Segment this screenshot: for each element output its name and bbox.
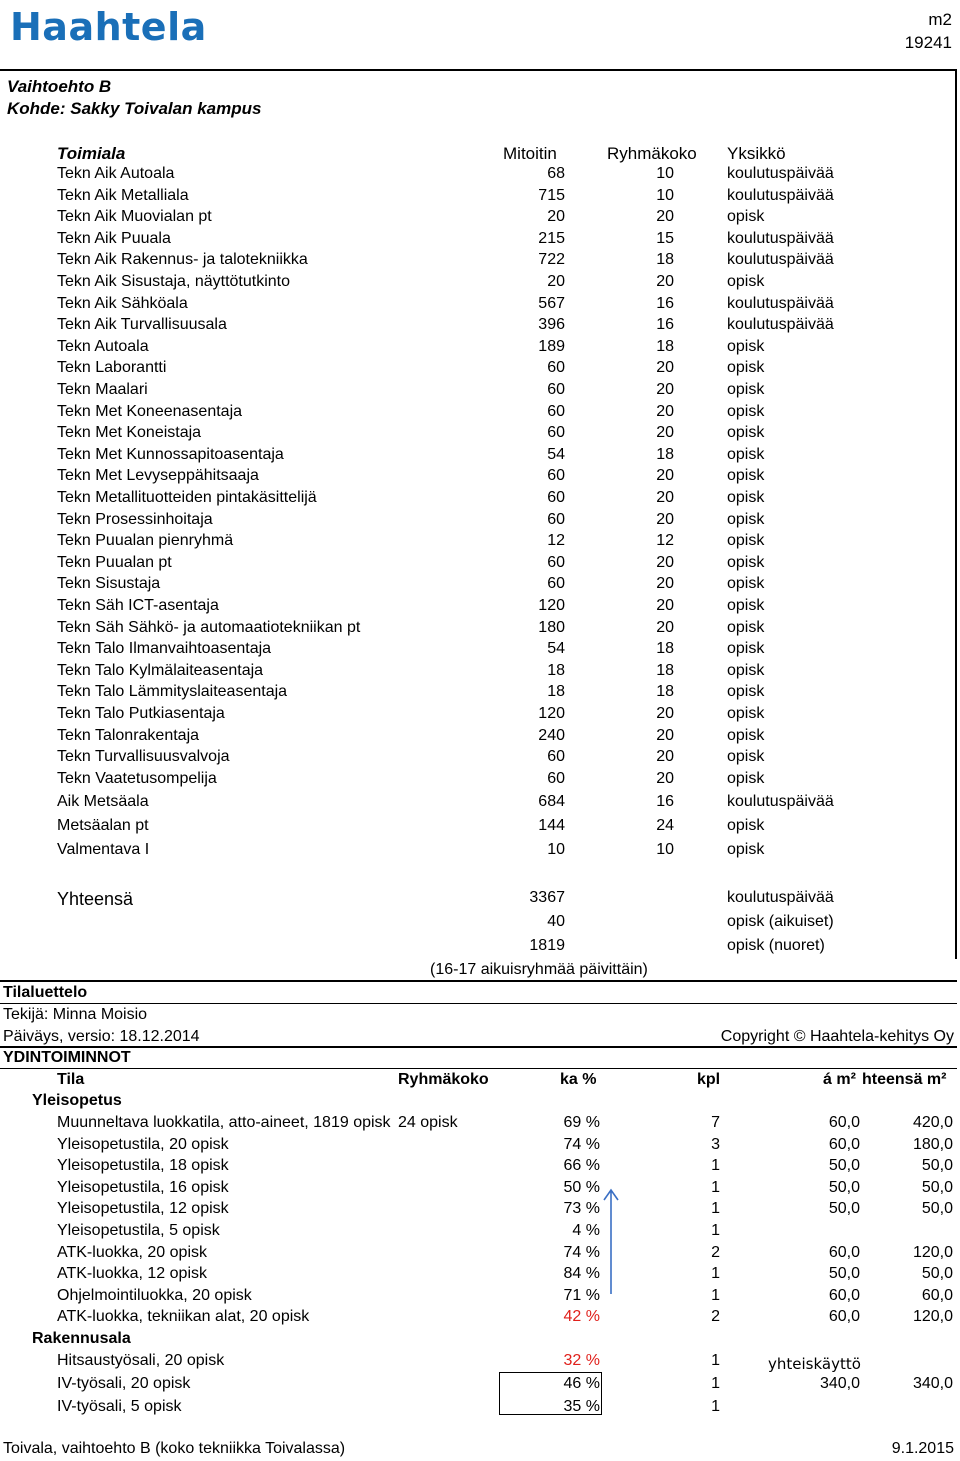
row-toimiala: Aik Metsäala — [57, 793, 149, 810]
row-yksikko: opisk — [727, 683, 765, 701]
row-mitoitin: 180 — [538, 618, 565, 636]
row-toimiala: Tekn Turvallisuusvalvoja — [57, 748, 230, 766]
list-item — [0, 1308, 960, 1329]
space-usage: 32 % — [563, 1352, 600, 1369]
row-toimiala: Tekn Laborantti — [57, 359, 167, 377]
row-ryhmakoko: 15 — [656, 229, 674, 247]
row-mitoitin: 60 — [547, 510, 565, 528]
space-unit-area: 60,0 — [828, 1286, 860, 1304]
list-item — [0, 1222, 960, 1243]
space-total-area: 60,0 — [921, 1286, 953, 1304]
row-mitoitin: 60 — [547, 748, 565, 766]
space-unit-area: 60,0 — [828, 1308, 860, 1326]
totals-row — [57, 937, 857, 958]
row-mitoitin: 60 — [547, 381, 565, 398]
totals-value: 3367 — [529, 889, 565, 906]
space-count: 7 — [711, 1114, 720, 1131]
row-toimiala: Tekn Aik Sähköala — [57, 294, 188, 312]
group-heading — [0, 1092, 960, 1113]
table-row — [57, 251, 857, 272]
row-yksikko: opisk — [727, 553, 765, 571]
row-mitoitin: 240 — [538, 726, 565, 744]
table-row — [57, 640, 857, 661]
space-total-area: 50,0 — [921, 1200, 953, 1218]
table-row — [57, 793, 857, 814]
row-ryhmakoko: 20 — [656, 769, 674, 787]
row-ryhmakoko: 24 — [656, 817, 674, 834]
col-toimiala: Toimiala — [57, 144, 126, 163]
row-ryhmakoko: 16 — [656, 316, 674, 334]
row-ryhmakoko: 20 — [656, 359, 674, 377]
row-toimiala: Tekn Met Koneenasentaja — [57, 402, 243, 420]
totals-value: 1819 — [529, 937, 565, 954]
row-ryhmakoko: 18 — [656, 661, 674, 679]
col-mitoitin: Mitoitin — [503, 144, 557, 163]
row-toimiala: Tekn Met Koneistaja — [57, 424, 202, 442]
divider-title — [0, 1003, 957, 1004]
row-toimiala: Tekn Puualan pienryhmä — [57, 532, 234, 550]
space-total-area: 50,0 — [921, 1178, 953, 1196]
space-name: ATK-luokka, 20 opisk — [57, 1243, 207, 1261]
table-row — [57, 273, 857, 294]
table-row — [57, 403, 857, 424]
space-unit-area: 50,0 — [828, 1178, 860, 1196]
row-yksikko: opisk — [727, 532, 765, 550]
table-row — [57, 511, 857, 532]
row-mitoitin: 18 — [547, 661, 565, 679]
table-row — [57, 683, 857, 704]
site-title: Kohde: Sakky Toivalan kampus — [7, 99, 262, 118]
row-yksikko: koulutuspäivää — [727, 229, 834, 247]
space-count: 1 — [711, 1178, 720, 1196]
row-ryhmakoko: 10 — [656, 841, 674, 858]
table-row — [57, 727, 857, 748]
row-yksikko: opisk — [727, 705, 765, 722]
row-yksikko: opisk — [727, 208, 765, 226]
table-row — [57, 338, 857, 359]
row-mitoitin: 684 — [538, 793, 565, 810]
row-ryhmakoko: 20 — [656, 489, 674, 506]
divider-header — [0, 1068, 957, 1069]
row-toimiala: Tekn Säh Sähkö- ja automaatiotekniikan pt — [57, 618, 361, 636]
author: Tekijä: Minna Moisio — [3, 1006, 148, 1023]
row-yksikko: koulutuspäivää — [727, 294, 834, 312]
space-unit-area: 340,0 — [819, 1374, 860, 1392]
space-count: 1 — [711, 1374, 720, 1392]
space-table-header — [0, 1071, 960, 1092]
row-mitoitin: 60 — [547, 424, 565, 442]
space-total-area: 50,0 — [921, 1265, 953, 1283]
row-ryhmakoko: 20 — [656, 597, 674, 614]
space-unit-area: 50,0 — [828, 1200, 860, 1218]
row-mitoitin: 396 — [538, 316, 565, 334]
row-yksikko: opisk — [727, 467, 765, 485]
list-item — [0, 1157, 960, 1178]
space-count: 3 — [711, 1135, 720, 1153]
row-toimiala: Valmentava I — [57, 841, 150, 858]
table-row — [57, 532, 857, 553]
section-ydintoiminnot: YDINTOIMINNOT — [3, 1049, 131, 1066]
row-toimiala: Tekn Vaatetusompelija — [57, 769, 217, 787]
row-yksikko: koulutuspäivää — [727, 186, 834, 204]
row-mitoitin: 120 — [538, 597, 565, 614]
space-count: 1 — [711, 1200, 720, 1218]
totals-note: (16-17 aikuisryhmää päivittäin) — [430, 961, 648, 978]
row-mitoitin: 20 — [547, 208, 565, 226]
row-mitoitin: 12 — [547, 532, 565, 550]
table-row — [57, 467, 857, 488]
row-toimiala: Tekn Sisustaja — [57, 575, 161, 593]
row-ryhmakoko: 10 — [656, 165, 674, 182]
col-ryhmakoko-2: Ryhmäkoko — [398, 1071, 489, 1088]
space-usage: 73 % — [563, 1200, 600, 1218]
space-total-area: 180,0 — [912, 1135, 953, 1153]
table-row — [57, 705, 857, 726]
col-ryhmakoko: Ryhmäkoko — [607, 144, 697, 163]
row-mitoitin: 567 — [538, 294, 565, 312]
row-yksikko: opisk — [727, 597, 765, 614]
space-unit-area: yhteiskäyttö — [768, 1355, 861, 1373]
totals-row — [57, 889, 857, 910]
row-ryhmakoko: 10 — [656, 186, 674, 204]
space-total-area: 120,0 — [912, 1308, 953, 1326]
row-toimiala: Tekn Talo Ilmanvaihtoasentaja — [57, 640, 272, 658]
totals-row — [57, 913, 857, 934]
row-mitoitin: 144 — [538, 817, 565, 834]
row-toimiala: Tekn Talo Lämmityslaiteasentaja — [57, 683, 288, 701]
row-mitoitin: 60 — [547, 359, 565, 377]
footer-date: 9.1.2015 — [891, 1440, 954, 1457]
table-row — [57, 841, 857, 862]
row-toimiala: Tekn Säh ICT-asentaja — [57, 597, 219, 614]
row-yksikko: opisk — [727, 445, 765, 463]
group-name: Rakennusala — [32, 1330, 131, 1347]
table-row — [57, 748, 857, 769]
space-group-size: 24 opisk — [398, 1114, 458, 1131]
row-yksikko: opisk — [727, 359, 765, 377]
row-yksikko: opisk — [727, 748, 765, 766]
row-yksikko: koulutuspäivää — [727, 316, 834, 334]
row-mitoitin: 18 — [547, 683, 565, 701]
group-heading — [0, 1330, 960, 1351]
dimension-table-header — [57, 144, 857, 165]
row-ryhmakoko: 20 — [656, 705, 674, 722]
row-toimiala: Tekn Maalari — [57, 381, 148, 398]
table-row — [57, 359, 857, 380]
space-name: Yleisopetustila, 16 opisk — [57, 1178, 229, 1196]
row-ryhmakoko: 20 — [656, 381, 674, 398]
row-mitoitin: 189 — [538, 337, 565, 355]
divider-top — [0, 980, 957, 982]
table-row — [57, 424, 857, 445]
space-count: 1 — [711, 1397, 720, 1415]
list-item — [0, 1287, 960, 1308]
space-name: Yleisopetustila, 5 opisk — [57, 1222, 220, 1239]
row-toimiala: Tekn Aik Muovialan pt — [57, 208, 212, 226]
space-usage: 66 % — [563, 1157, 600, 1175]
row-mitoitin: 215 — [538, 229, 565, 247]
space-unit-area: 60,0 — [828, 1114, 860, 1131]
space-total-area: 50,0 — [921, 1157, 953, 1175]
space-name: ATK-luokka, 12 opisk — [57, 1265, 207, 1283]
space-unit-area: 60,0 — [828, 1243, 860, 1261]
space-total-area: 120,0 — [912, 1243, 953, 1261]
row-yksikko: opisk — [727, 817, 765, 834]
row-mitoitin: 20 — [547, 273, 565, 290]
row-mitoitin: 722 — [538, 251, 565, 269]
row-toimiala: Tekn Aik Sisustaja, näyttötutkinto — [57, 273, 291, 290]
space-count: 1 — [711, 1157, 720, 1175]
table-row — [57, 230, 857, 251]
totals-value: 40 — [547, 913, 565, 930]
row-toimiala: Tekn Aik Autoala — [57, 165, 175, 182]
row-yksikko: opisk — [727, 618, 765, 636]
list-item — [0, 1114, 960, 1135]
row-mitoitin: 60 — [547, 575, 565, 593]
row-toimiala: Tekn Puualan pt — [57, 553, 172, 571]
list-item — [0, 1136, 960, 1157]
row-toimiala: Tekn Aik Puuala — [57, 229, 171, 247]
space-name: Muunneltava luokkatila, atto-aineet, 1819 opisk — [57, 1114, 391, 1131]
row-yksikko: koulutuspäivää — [727, 251, 834, 269]
row-toimiala: Tekn Talonrakentaja — [57, 726, 200, 744]
space-usage: 50 % — [563, 1178, 600, 1196]
row-mitoitin: 60 — [547, 489, 565, 506]
up-arrow-icon — [600, 1186, 622, 1296]
row-toimiala: Tekn Autoala — [57, 337, 149, 355]
list-item — [0, 1398, 960, 1419]
row-ryhmakoko: 20 — [656, 726, 674, 744]
space-usage: 74 % — [563, 1135, 600, 1153]
row-yksikko: koulutuspäivää — [727, 793, 834, 810]
col-yksikko: Yksikkö — [727, 144, 786, 163]
list-item — [0, 1244, 960, 1265]
row-toimiala: Tekn Prosessinhoitaja — [57, 510, 213, 528]
copyright: Copyright © Haahtela-kehitys Oy — [720, 1028, 954, 1045]
row-yksikko: opisk — [727, 337, 765, 355]
row-ryhmakoko: 20 — [656, 575, 674, 593]
space-count: 2 — [711, 1243, 720, 1261]
row-toimiala: Tekn Aik Rakennus- ja talotekniikka — [57, 251, 308, 269]
row-ryhmakoko: 16 — [656, 294, 674, 312]
group-name: Yleisopetus — [32, 1092, 122, 1109]
area-unit: m2 — [928, 10, 952, 29]
row-ryhmakoko: 18 — [656, 683, 674, 701]
row-ryhmakoko: 16 — [656, 793, 674, 810]
divider-section — [0, 1046, 957, 1048]
footer-doc-title: Toivala, vaihtoehto B (koko tekniikka Toivalassa) — [3, 1440, 346, 1457]
space-count: 1 — [711, 1352, 720, 1369]
space-name: Ohjelmointiluokka, 20 opisk — [57, 1286, 252, 1304]
space-count: 1 — [711, 1286, 720, 1304]
space-name: IV-työsali, 5 opisk — [57, 1397, 182, 1415]
row-yksikko: opisk — [727, 661, 765, 679]
row-yksikko: opisk — [727, 402, 765, 420]
row-mitoitin: 120 — [538, 705, 565, 722]
table-row — [57, 381, 857, 402]
space-count: 1 — [711, 1265, 720, 1283]
list-item — [0, 1375, 960, 1396]
option-title: Vaihtoehto B — [7, 77, 112, 96]
row-ryhmakoko: 18 — [656, 640, 674, 658]
row-mitoitin: 68 — [547, 165, 565, 182]
row-ryhmakoko: 18 — [656, 251, 674, 269]
row-toimiala: Tekn Aik Metalliala — [57, 186, 189, 204]
row-toimiala: Metsäalan pt — [57, 817, 149, 834]
row-ryhmakoko: 18 — [656, 445, 674, 463]
table-row — [57, 489, 857, 510]
row-yksikko: opisk — [727, 273, 765, 290]
row-toimiala: Tekn Metallituotteiden pintakäsittelijä — [57, 489, 317, 506]
row-ryhmakoko: 20 — [656, 618, 674, 636]
area-summary — [905, 8, 952, 54]
row-mitoitin: 60 — [547, 553, 565, 571]
row-mitoitin: 60 — [547, 402, 565, 420]
row-yksikko: opisk — [727, 489, 765, 506]
row-mitoitin: 60 — [547, 769, 565, 787]
totals-label: Yhteensä — [57, 889, 134, 909]
row-toimiala: Tekn Talo Kylmälaiteasentaja — [57, 661, 264, 679]
row-yksikko: opisk — [727, 575, 765, 593]
tilaluettelo-title: Tilaluettelo — [3, 984, 88, 1001]
table-row — [57, 817, 857, 838]
table-row — [57, 575, 857, 596]
list-item — [0, 1352, 960, 1373]
row-yksikko: opisk — [727, 841, 765, 858]
row-ryhmakoko: 12 — [656, 532, 674, 550]
haahtela-logo: Haahtela — [10, 5, 207, 49]
space-count: 1 — [711, 1222, 720, 1239]
row-yksikko: opisk — [727, 769, 765, 787]
space-total-area: 420,0 — [912, 1114, 953, 1131]
space-usage: 46 % — [563, 1374, 600, 1392]
col-ka: ka % — [560, 1071, 597, 1088]
table-row — [57, 662, 857, 683]
table-row — [57, 597, 857, 618]
row-toimiala: Tekn Met Levyseppähitsaaja — [57, 467, 259, 485]
space-name: IV-työsali, 20 opisk — [57, 1374, 191, 1392]
space-usage: 69 % — [563, 1114, 600, 1131]
row-yksikko: opisk — [727, 510, 765, 528]
space-name: Hitsaustyösali, 20 opisk — [57, 1352, 225, 1369]
table-row — [57, 316, 857, 337]
row-ryhmakoko: 20 — [656, 553, 674, 571]
table-row — [57, 295, 857, 316]
space-total-area: 340,0 — [912, 1374, 953, 1392]
space-usage: 74 % — [563, 1243, 600, 1261]
table-row — [57, 165, 857, 186]
row-yksikko: opisk — [727, 726, 765, 744]
row-mitoitin: 60 — [547, 467, 565, 485]
row-yksikko: koulutuspäivää — [727, 165, 834, 182]
totals-unit: koulutuspäivää — [727, 889, 834, 906]
col-kpl: kpl — [697, 1071, 721, 1088]
table-row — [57, 187, 857, 208]
table-row — [57, 446, 857, 467]
col-a-m2: á m² — [823, 1071, 856, 1088]
space-usage: 84 % — [563, 1265, 600, 1283]
row-toimiala: Tekn Talo Putkiasentaja — [57, 705, 225, 722]
space-unit-area: 50,0 — [828, 1265, 860, 1283]
space-usage: 35 % — [563, 1397, 600, 1415]
row-ryhmakoko: 20 — [656, 510, 674, 528]
space-usage: 71 % — [563, 1286, 600, 1304]
table-row — [57, 554, 857, 575]
table-row — [57, 770, 857, 791]
space-unit-area: 60,0 — [828, 1135, 860, 1153]
space-name: Yleisopetustila, 12 opisk — [57, 1200, 229, 1218]
space-name: Yleisopetustila, 20 opisk — [57, 1135, 229, 1153]
row-ryhmakoko: 20 — [656, 273, 674, 290]
row-ryhmakoko: 20 — [656, 424, 674, 442]
row-ryhmakoko: 20 — [656, 208, 674, 226]
date-version: Päiväys, versio: 18.12.2014 — [3, 1028, 200, 1045]
space-usage: 4 % — [572, 1222, 600, 1239]
row-toimiala: Tekn Met Kunnossapitoasentaja — [57, 445, 284, 463]
row-toimiala: Tekn Aik Turvallisuusala — [57, 316, 227, 334]
space-usage: 42 % — [563, 1308, 600, 1326]
row-ryhmakoko: 20 — [656, 402, 674, 420]
totals-unit: opisk (nuoret) — [727, 937, 825, 954]
space-name: Yleisopetustila, 18 opisk — [57, 1157, 229, 1175]
col-tila: Tila — [57, 1071, 85, 1088]
row-yksikko: opisk — [727, 381, 765, 398]
totals-unit: opisk (aikuiset) — [727, 913, 834, 930]
highlight-box — [499, 1372, 602, 1415]
space-name: ATK-luokka, tekniikan alat, 20 opisk — [57, 1308, 310, 1326]
space-unit-area: 50,0 — [828, 1157, 860, 1175]
row-yksikko: opisk — [727, 640, 765, 658]
list-item — [0, 1265, 960, 1286]
list-item — [0, 1200, 960, 1221]
list-item — [0, 1179, 960, 1200]
area-total: 19241 — [904, 33, 952, 52]
row-yksikko: opisk — [727, 424, 765, 442]
space-count: 2 — [711, 1308, 720, 1326]
col-yhteensa-m2: hteensä m² — [862, 1071, 947, 1088]
row-mitoitin: 10 — [547, 841, 565, 858]
table-row — [57, 619, 857, 640]
row-mitoitin: 54 — [547, 445, 565, 463]
row-ryhmakoko: 20 — [656, 467, 674, 485]
row-mitoitin: 54 — [547, 640, 565, 658]
table-row — [57, 208, 857, 229]
row-ryhmakoko: 20 — [656, 748, 674, 766]
row-mitoitin: 715 — [538, 186, 565, 204]
row-ryhmakoko: 18 — [656, 337, 674, 355]
